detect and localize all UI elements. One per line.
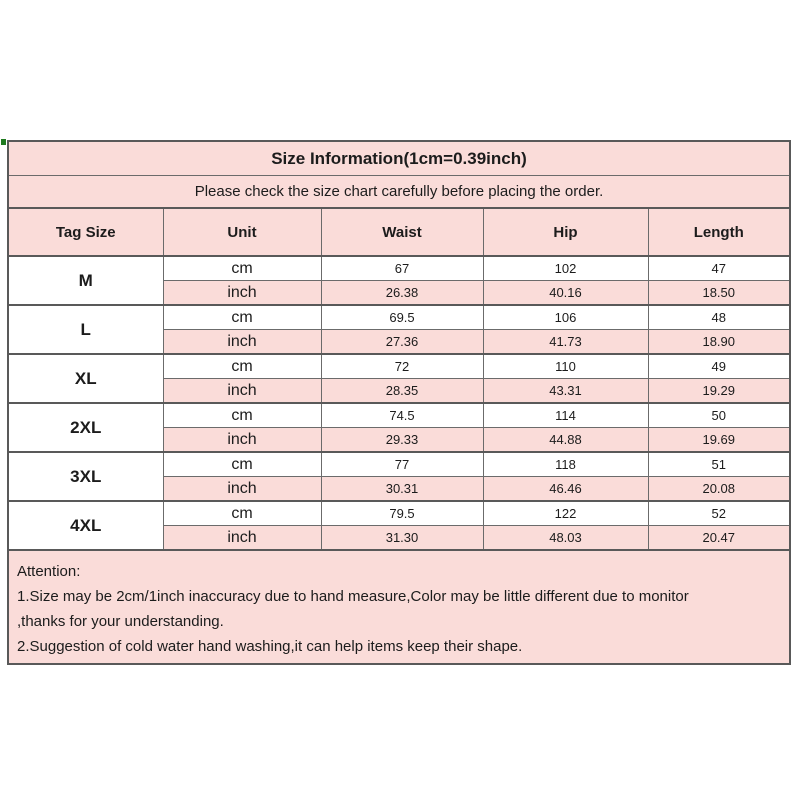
attention-heading: Attention:: [17, 563, 81, 580]
unit-cell: inch: [163, 379, 321, 404]
value-cell: 67: [321, 256, 483, 281]
value-cell: 47: [648, 256, 790, 281]
value-cell: 110: [483, 354, 648, 379]
size-cell: 4XL: [8, 501, 163, 550]
attention-note: [8, 550, 790, 664]
value-cell: 41.73: [483, 330, 648, 355]
value-cell: 29.33: [321, 428, 483, 453]
unit-cell: inch: [163, 477, 321, 502]
value-cell: 48.03: [483, 526, 648, 551]
table-row: [8, 452, 790, 477]
unit-cell: cm: [163, 501, 321, 526]
unit-cell: inch: [163, 526, 321, 551]
value-cell: 44.88: [483, 428, 648, 453]
corner-artifact-dot: [1, 139, 6, 145]
value-cell: 102: [483, 256, 648, 281]
column-header-waist: Waist: [321, 208, 483, 256]
size-cell: M: [8, 256, 163, 305]
value-cell: 122: [483, 501, 648, 526]
table-row: [8, 501, 790, 526]
attention-row: [8, 550, 790, 664]
column-header-unit: Unit: [163, 208, 321, 256]
value-cell: 30.31: [321, 477, 483, 502]
value-cell: 49: [648, 354, 790, 379]
table-row: [8, 354, 790, 379]
size-cell: 3XL: [8, 452, 163, 501]
unit-cell: inch: [163, 330, 321, 355]
column-header-hip: Hip: [483, 208, 648, 256]
value-cell: 51: [648, 452, 790, 477]
size-chart-table: [7, 140, 791, 665]
value-cell: 43.31: [483, 379, 648, 404]
value-cell: 77: [321, 452, 483, 477]
size-cell: L: [8, 305, 163, 354]
size-chart-title: Size Information(1cm=0.39inch): [8, 141, 790, 176]
value-cell: 18.50: [648, 281, 790, 306]
column-header-row: [8, 208, 790, 256]
value-cell: 19.69: [648, 428, 790, 453]
value-cell: 40.16: [483, 281, 648, 306]
unit-cell: cm: [163, 452, 321, 477]
value-cell: 79.5: [321, 501, 483, 526]
title-row: [8, 141, 790, 176]
value-cell: 20.08: [648, 477, 790, 502]
value-cell: 106: [483, 305, 648, 330]
attention-line: ,thanks for your understanding.: [17, 613, 224, 630]
value-cell: 118: [483, 452, 648, 477]
unit-cell: cm: [163, 305, 321, 330]
value-cell: 26.38: [321, 281, 483, 306]
value-cell: 18.90: [648, 330, 790, 355]
value-cell: 72: [321, 354, 483, 379]
column-header-tag-size: Tag Size: [8, 208, 163, 256]
value-cell: 28.35: [321, 379, 483, 404]
value-cell: 31.30: [321, 526, 483, 551]
table-row: [8, 256, 790, 281]
unit-cell: cm: [163, 403, 321, 428]
value-cell: 27.36: [321, 330, 483, 355]
column-header-length: Length: [648, 208, 790, 256]
value-cell: 46.46: [483, 477, 648, 502]
value-cell: 20.47: [648, 526, 790, 551]
table-row: [8, 305, 790, 330]
value-cell: 74.5: [321, 403, 483, 428]
value-cell: 19.29: [648, 379, 790, 404]
unit-cell: inch: [163, 428, 321, 453]
table-row: [8, 403, 790, 428]
attention-line: 1.Size may be 2cm/1inch inaccuracy due to hand measure,Color may be little different due to monitor: [17, 588, 689, 605]
value-cell: 50: [648, 403, 790, 428]
subtitle-row: [8, 176, 790, 209]
size-cell: XL: [8, 354, 163, 403]
value-cell: 52: [648, 501, 790, 526]
value-cell: 114: [483, 403, 648, 428]
attention-line: 2.Suggestion of cold water hand washing,it can help items keep their shape.: [17, 638, 523, 655]
value-cell: 69.5: [321, 305, 483, 330]
size-cell: 2XL: [8, 403, 163, 452]
size-chart-subtitle: Please check the size chart carefully before placing the order.: [8, 176, 790, 209]
value-cell: 48: [648, 305, 790, 330]
unit-cell: cm: [163, 256, 321, 281]
unit-cell: cm: [163, 354, 321, 379]
unit-cell: inch: [163, 281, 321, 306]
